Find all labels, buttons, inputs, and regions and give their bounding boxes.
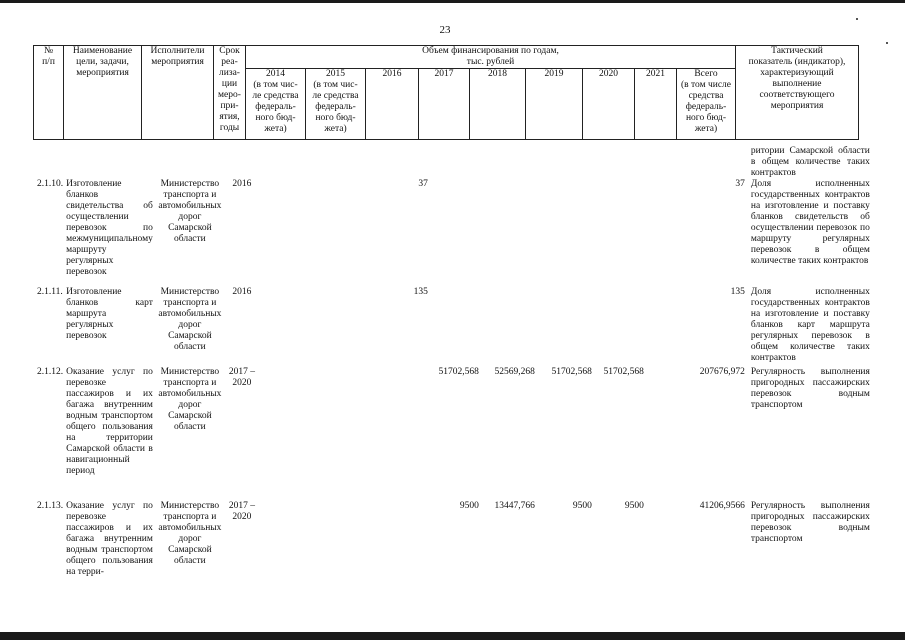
row-value-total: 207676,972 — [699, 367, 745, 377]
row-value-2017: 51702,568 — [438, 367, 479, 377]
row-number: 2.1.10. — [37, 179, 64, 189]
page-number: 23 — [439, 24, 451, 36]
indicator-continuation: ритории Самарской области в общем количестве таких контрактов — [750, 146, 870, 178]
row-value-2014 — [258, 287, 318, 367]
body-table — [33, 146, 871, 596]
row-value-2021 — [647, 367, 689, 501]
header-year-2018: 2018 — [470, 69, 526, 140]
row-name: Изготовление бланков свидетельства об осуществлении перевозок по межмуниципальному маршруту регулярных перевозок — [66, 179, 153, 277]
row-value-2020 — [595, 287, 647, 367]
row-value-2019: 51702,568 — [551, 367, 592, 377]
row-value-2021 — [647, 287, 689, 367]
row-value-2020: 51702,568 — [603, 367, 644, 377]
scan-speck — [856, 18, 858, 20]
header-table — [33, 45, 859, 140]
row-value-2016: 135 — [413, 287, 428, 297]
row-value-2018: 13447,766 — [494, 501, 535, 511]
table-row — [33, 179, 871, 287]
row-indicator: Регулярность выполнения пригородных пассажирских перевозок водным транспортом — [750, 367, 870, 410]
row-executor: Министерство транспорта и автомобильных дорог Самарской области — [158, 367, 222, 432]
row-value-2021 — [647, 501, 689, 596]
row-value-total: 37 — [735, 179, 745, 189]
header-year-2019: 2019 — [526, 69, 583, 140]
row-value-2015 — [318, 287, 378, 367]
table-row — [33, 501, 871, 596]
header-year-2016: 2016 — [366, 69, 419, 140]
row-executor: Министерство транспорта и автомобильных дорог Самарской области — [158, 287, 222, 352]
table-row — [33, 367, 871, 501]
row-value-2018 — [482, 179, 538, 287]
header-year-2021: 2021 — [635, 69, 677, 140]
row-value-total: 135 — [730, 287, 745, 297]
header-col-executors: Исполнители мероприятия — [142, 46, 214, 140]
row-term: 2016 — [232, 287, 252, 297]
row-value-2014 — [258, 367, 318, 501]
row-value-2014 — [258, 179, 318, 287]
row-number: 2.1.13. — [37, 501, 64, 511]
row-name: Изготовление бланков карт маршрута регулярных перевозок — [66, 287, 153, 341]
header-col-number: № п/п — [34, 46, 64, 140]
row-value-2014 — [258, 501, 318, 596]
row-number: 2.1.11. — [37, 287, 63, 297]
scan-speck — [886, 42, 888, 44]
row-executor: Министерство транспорта и автомобильных дорог Самарской области — [158, 501, 222, 566]
continuation-row — [33, 146, 871, 179]
row-number: 2.1.12. — [37, 367, 64, 377]
row-indicator: Регулярность выполнения пригородных пассажирских перевозок водным транспортом — [750, 501, 870, 544]
row-value-2019: 9500 — [572, 501, 592, 511]
top-border-rule — [0, 0, 905, 3]
header-year-total: Всего (в том числе средства федераль- ного бюд- жета) — [677, 69, 736, 140]
row-value-2018 — [482, 287, 538, 367]
row-value-2015 — [318, 367, 378, 501]
row-indicator: Доля исполненных государственных контрактов на изготовление и поставку бланков карт маршрута регулярных перевозок в общем количестве таких контрактов — [750, 287, 870, 363]
row-indicator: Доля исполненных государственных контрактов на изготовление и поставку бланков свидетельств об осуществлении перевозок по маршруту регулярных перевозок в общем количестве таких контрактов — [750, 179, 870, 266]
row-name: Оказание услуг по перевозке пассажиров и их багажа внутренним водным транспортом общего пользования на территории Самарской области в навигационный период — [66, 367, 153, 476]
row-value-2017 — [431, 179, 482, 287]
row-value-total: 41206,9566 — [699, 501, 745, 511]
row-value-2020: 9500 — [624, 501, 644, 511]
row-value-2016 — [378, 367, 431, 501]
row-value-2017: 9500 — [459, 501, 479, 511]
header-col-financing: Объем финансирования по годам, тыс. рублей — [246, 46, 736, 69]
header-year-2020: 2020 — [583, 69, 635, 140]
row-value-2018: 52569,268 — [494, 367, 535, 377]
header-col-name: Наименование цели, задачи, мероприятия — [64, 46, 142, 140]
row-value-2019 — [538, 179, 595, 287]
header-col-indicator: Тактический показатель (индикатор), характеризующий выполнение соответствующего мероприятия — [736, 46, 859, 140]
bottom-border-rule — [0, 632, 905, 640]
row-value-2021 — [647, 179, 689, 287]
row-term: 2017 – 2020 — [228, 501, 255, 522]
header-year-2017: 2017 — [419, 69, 470, 140]
row-value-2016: 37 — [418, 179, 428, 189]
row-name: Оказание услуг по перевозке пассажиров и их багажа внутренним водным транспортом общего пользования на терри- — [66, 501, 153, 577]
table-row — [33, 287, 871, 367]
header-year-2015: 2015 (в том чис- ле средства федераль- ного бюд- жета) — [306, 69, 366, 140]
header-col-term: Срок реа- лиза- ции меро- при- ятия, годы — [214, 46, 246, 140]
row-value-2015 — [318, 179, 378, 287]
row-value-2020 — [595, 179, 647, 287]
header-year-2014: 2014 (в том чис- ле средства федераль- ного бюд- жета) — [246, 69, 306, 140]
row-term: 2016 — [232, 179, 252, 189]
row-executor: Министерство транспорта и автомобильных дорог Самарской области — [158, 179, 222, 244]
row-value-2017 — [431, 287, 482, 367]
row-value-2015 — [318, 501, 378, 596]
row-term: 2017 – 2020 — [228, 367, 255, 388]
row-value-2016 — [378, 501, 431, 596]
row-value-2019 — [538, 287, 595, 367]
